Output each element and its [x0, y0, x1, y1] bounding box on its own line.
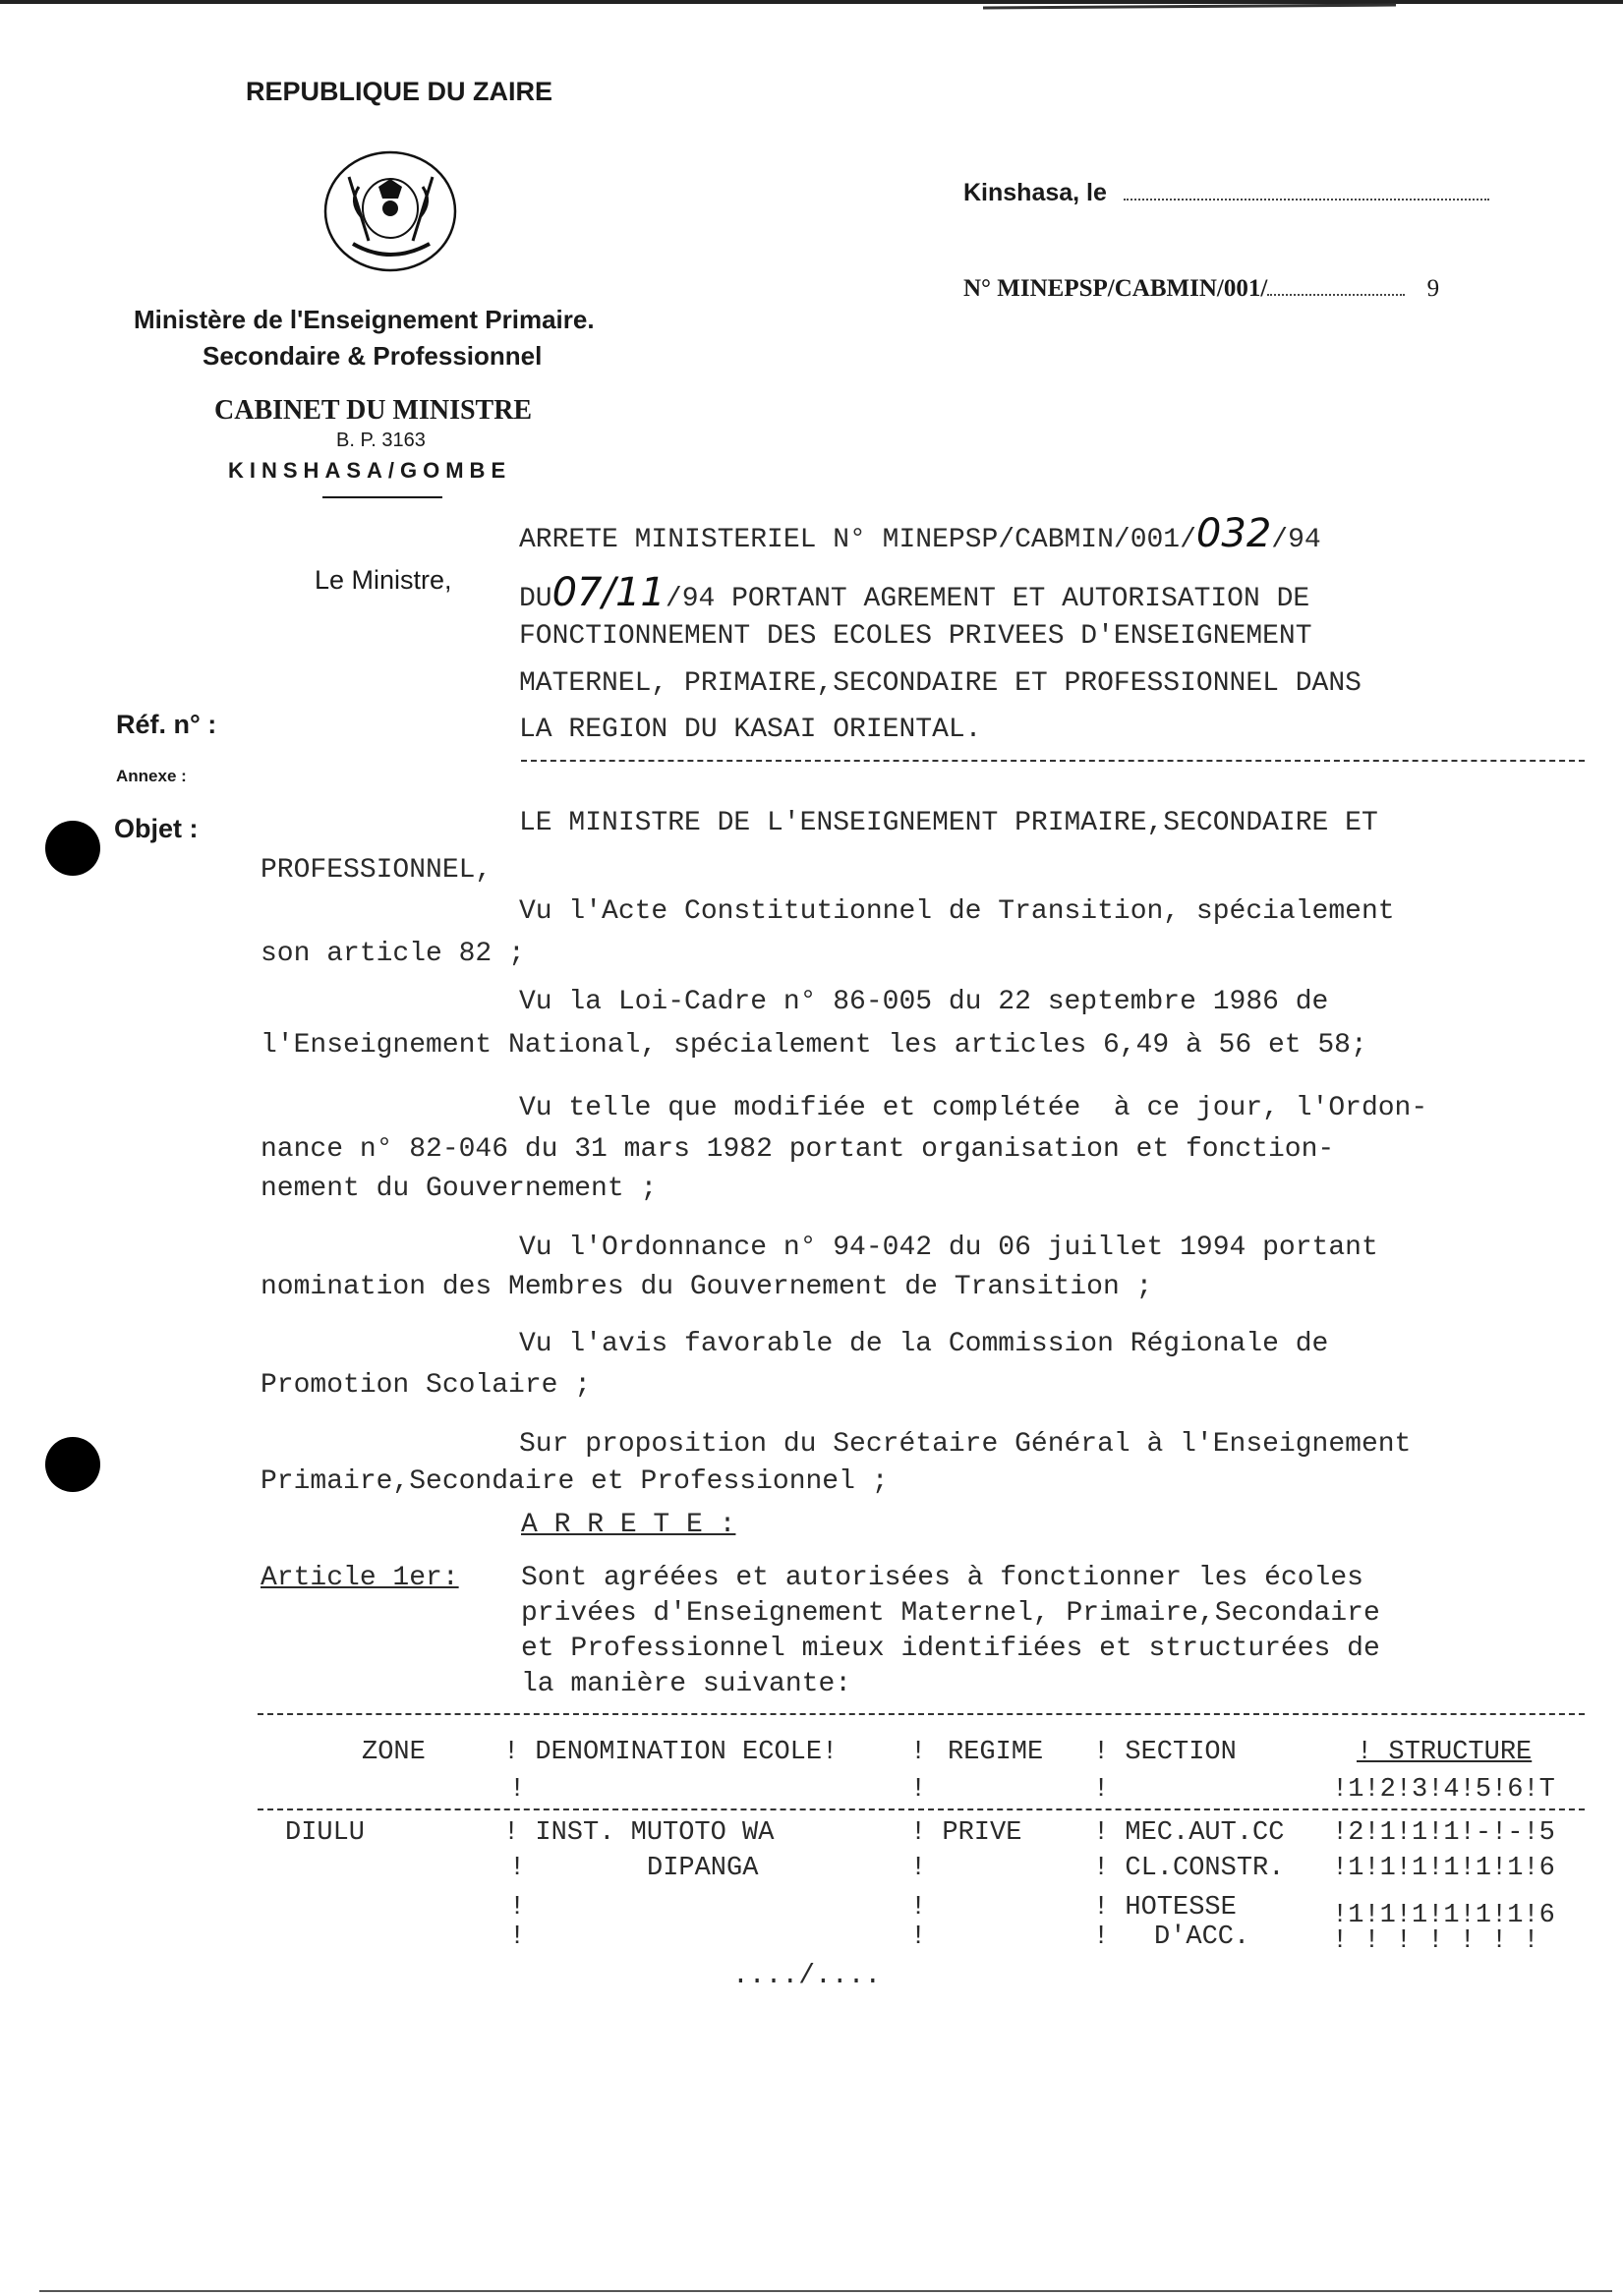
- continuation-mark: ..../....: [732, 1961, 882, 1991]
- row-structure-2: !1!1!1!1!1!1!6: [1332, 1854, 1555, 1883]
- country-name: REPUBLIQUE DU ZAIRE: [246, 77, 553, 106]
- title-line4: MATERNEL, PRIMAIRE,SECONDAIRE ET PROFESSIONNEL DANS: [519, 668, 1362, 699]
- preamble-line1: LE MINISTRE DE L'ENSEIGNEMENT PRIMAIRE,SECONDAIRE ET: [519, 808, 1378, 838]
- handwritten-number: 032: [1195, 511, 1272, 556]
- ministry-line1: Ministère de l'Enseignement Primaire.: [134, 305, 595, 334]
- article-1-label: Article 1er:: [261, 1563, 459, 1593]
- para-proposition-2: Primaire,Secondaire et Professionnel ;: [261, 1466, 889, 1497]
- annexe-label: Annexe :: [116, 767, 187, 785]
- row-regime: ! PRIVE: [910, 1818, 1022, 1848]
- cabinet-title: CABINET DU MINISTRE: [214, 395, 533, 426]
- col-header-zone: ZONE: [362, 1738, 426, 1767]
- scan-mark-top: [983, 4, 1396, 10]
- title-line5: LA REGION DU KASAI ORIENTAL.: [519, 715, 982, 745]
- row-zone: DIULU: [285, 1818, 366, 1848]
- row-bang-col1b: !: [509, 1893, 526, 1923]
- title-line2: DU07/11/94 PORTANT AGREMENT ET AUTORISATION DE: [519, 570, 1310, 615]
- article-1-line3: et Professionnel mieux identifiées et structurées de: [521, 1634, 1380, 1664]
- row-school-line2: DIPANGA: [647, 1854, 759, 1883]
- row-school-line1: ! INST. MUTOTO WA: [503, 1818, 775, 1848]
- table-header-rule: [258, 1808, 1585, 1810]
- title-line1: ARRETE MINISTERIEL N° MINEPSP/CABMIN/001/032/94: [519, 511, 1321, 556]
- date-blank: [1124, 199, 1489, 201]
- row-bang-col2b: !: [910, 1893, 927, 1923]
- para-proposition-1: Sur proposition du Secrétaire Général à l'Enseignement: [519, 1429, 1412, 1460]
- col-header-section: ! SECTION: [1093, 1738, 1237, 1767]
- row-bang-col3c: !: [1093, 1923, 1110, 1952]
- para-loi-cadre-2: l'Enseignement National, spécialement les articles 6,49 à 56 et 58;: [261, 1030, 1367, 1061]
- arrete-heading: A R R E T E :: [521, 1510, 736, 1540]
- punch-hole-top: [45, 821, 100, 876]
- row-structure-3: !1!1!1!1!1!1!6: [1332, 1901, 1555, 1930]
- place-date-label: Kinshasa, le: [963, 179, 1107, 206]
- title-line3: FONCTIONNEMENT DES ECOLES PRIVEES D'ENSEIGNEMENT: [519, 621, 1312, 652]
- para-constitution-2: son article 82 ;: [261, 939, 525, 969]
- header-underline: [322, 496, 442, 498]
- reference-number-suffix: 9: [1426, 275, 1440, 302]
- row-section-2: ! CL.CONSTR.: [1093, 1854, 1285, 1883]
- reference-number-label: N° MINEPSP/CABMIN/001/: [963, 275, 1268, 302]
- ref-label: Réf. n° :: [116, 710, 217, 739]
- para-avis-1: Vu l'avis favorable de la Commission Régionale de: [519, 1329, 1329, 1359]
- para-ordonnance-2: nance n° 82-046 du 31 mars 1982 portant organisation et fonction-: [261, 1134, 1335, 1165]
- col-header-denomination: ! DENOMINATION ECOLE!: [503, 1738, 839, 1767]
- preamble-line2: PROFESSIONNEL,: [261, 855, 493, 886]
- col-header-structure: ! STRUCTURE: [1357, 1738, 1533, 1767]
- row-structure-1: !2!1!1!1!-!-!5: [1332, 1818, 1555, 1848]
- reference-number-line: [963, 275, 1439, 303]
- col-header-structure-years: !1!2!3!4!5!6!T: [1332, 1775, 1555, 1805]
- coat-of-arms-emblem: [319, 147, 462, 275]
- number-blank: [1267, 294, 1405, 296]
- article-1-line2: privées d'Enseignement Maternel, Primaire,Secondaire: [521, 1598, 1380, 1629]
- punch-hole-bottom: [45, 1437, 100, 1492]
- row-section-3-line2: D'ACC.: [1154, 1923, 1250, 1952]
- para-ordonnance-3: nement du Gouvernement ;: [261, 1174, 658, 1204]
- para-avis-2: Promotion Scolaire ;: [261, 1370, 592, 1401]
- row-bang-col2c: !: [910, 1923, 927, 1952]
- row-bang-col1a: !: [509, 1854, 526, 1883]
- row-structure-3-bars: ! ! ! ! ! ! !: [1332, 1926, 1539, 1956]
- row-bang-col2a: !: [910, 1854, 927, 1883]
- le-ministre-label: Le Ministre,: [315, 565, 452, 595]
- title-separator: [521, 760, 1585, 762]
- scan-edge-bottom: [39, 2290, 1612, 2292]
- para-constitution-1: Vu l'Acte Constitutionnel de Transition, spécialement: [519, 896, 1395, 927]
- para-nomination-2: nomination des Membres du Gouvernement de Transition ;: [261, 1272, 1153, 1302]
- header-bang-regime: !: [910, 1738, 927, 1767]
- row-bang-col1c: !: [509, 1923, 526, 1952]
- article-1-line4: la manière suivante:: [521, 1669, 852, 1699]
- row-section-3: ! HOTESSE: [1093, 1893, 1237, 1923]
- para-ordonnance-1: Vu telle que modifiée et complétée à ce jour, l'Ordon-: [519, 1093, 1428, 1123]
- para-loi-cadre-1: Vu la Loi-Cadre n° 86-005 du 22 septembre 1986 de: [519, 987, 1329, 1017]
- row-section-1: ! MEC.AUT.CC: [1093, 1818, 1285, 1848]
- handwritten-date: 07/11: [551, 570, 666, 615]
- place-date-line: [963, 179, 1489, 207]
- header-bang-col3: !: [1093, 1775, 1110, 1805]
- col-header-regime: REGIME: [948, 1738, 1044, 1767]
- header-bang-col1: !: [509, 1775, 526, 1805]
- header-bang-col2: !: [910, 1775, 927, 1805]
- postal-box: B. P. 3163: [336, 430, 426, 451]
- para-nomination-1: Vu l'Ordonnance n° 94-042 du 06 juillet 1994 portant: [519, 1233, 1378, 1263]
- article-1-line1: Sont agréées et autorisées à fonctionner les écoles: [521, 1563, 1363, 1593]
- ministry-line2: Secondaire & Professionnel: [203, 341, 543, 371]
- city: KINSHASA/GOMBE: [228, 458, 512, 483]
- objet-label: Objet :: [114, 814, 199, 843]
- table-top-rule: [258, 1713, 1585, 1715]
